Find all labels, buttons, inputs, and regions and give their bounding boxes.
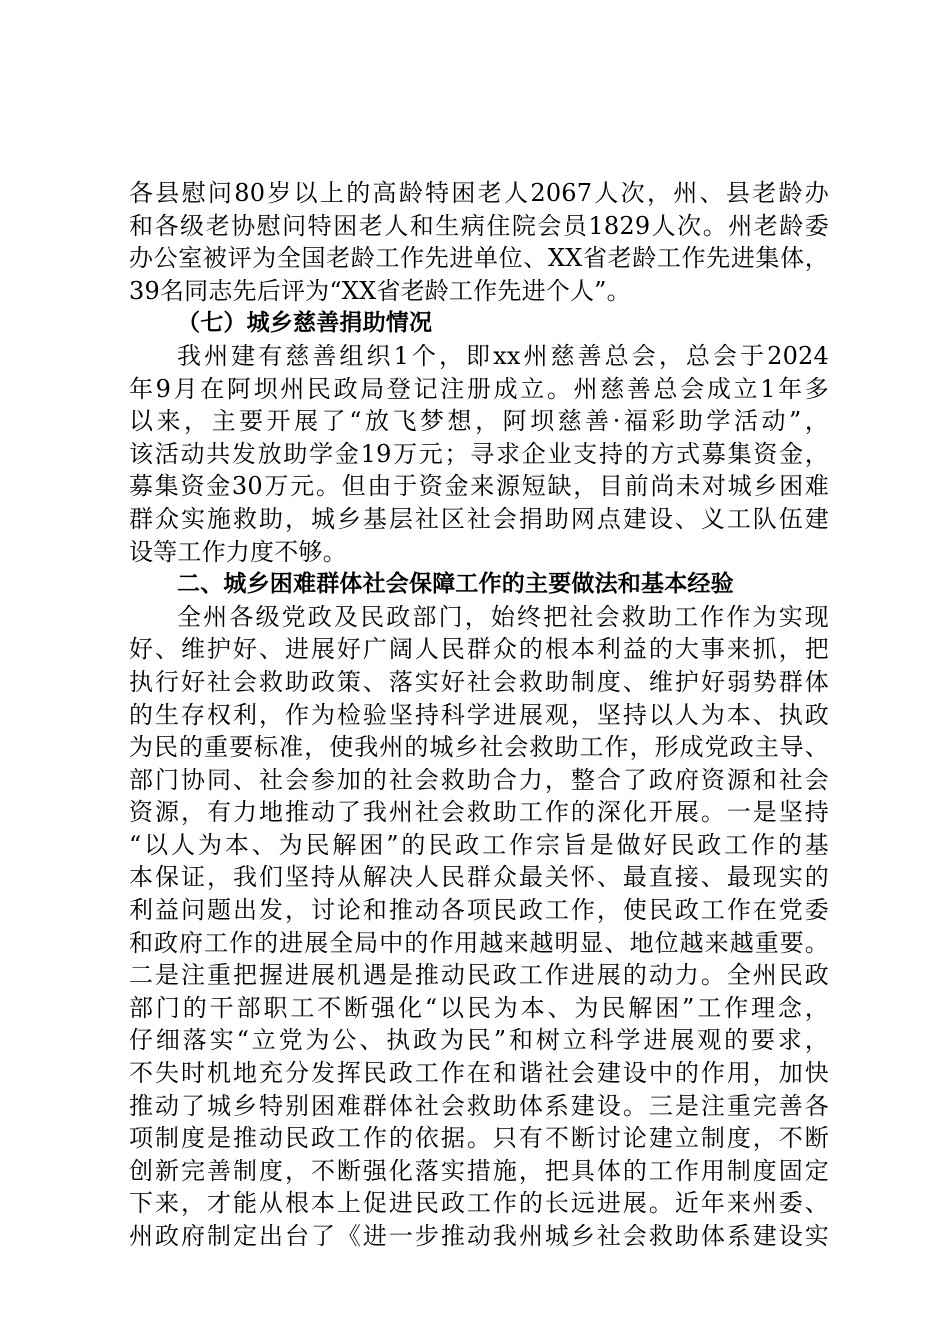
text-line: 不失时机地充分发挥民政工作在和谐社会建设中的作用，加快 [129, 1059, 829, 1088]
text-line: 群众实施救助，城乡基层社区社会捐助网点建设、义工队伍建 [129, 504, 829, 533]
text-line: 和各级老协慰问特困老人和生病住院会员1829人次。州老龄委 [129, 211, 829, 240]
text-line: 办公室被评为全国老龄工作先进单位、XX省老龄工作先进集体， [129, 244, 829, 273]
text-line: 项制度是推动民政工作的依据。只有不断讨论建立制度，不断 [129, 1124, 829, 1153]
text-line: 以来，主要开展了“放飞梦想，阿坝慈善·福彩助学活动”， [129, 407, 829, 436]
text-line: 执行好社会救助政策、落实好社会救助制度、维护好弱势群体 [129, 667, 829, 696]
text-line: 设等工作力度不够。 [129, 537, 347, 566]
text-line: 好、维护好、进展好广阔人民群众的根本利益的大事来抓，把 [129, 635, 829, 664]
document-page [129, 177, 829, 1253]
text-line: 州政府制定出台了《进一步推动我州城乡社会救助体系建设实 [129, 1222, 829, 1250]
text-line: 全州各级党政及民政部门，始终把社会救助工作作为实现 [177, 602, 829, 631]
text-line: 和政府工作的进展全局中的作用越来越明显、地位越来越重要。 [129, 928, 829, 957]
text-line: 创新完善制度，不断强化落实措施，把具体的工作用制度固定 [129, 1156, 829, 1185]
text-line: 仔细落实“立党为公、执政为民”和树立科学进展观的要求， [129, 1026, 829, 1055]
text-line: 二是注重把握进展机遇是推动民政工作进展的动力。全州民政 [129, 961, 829, 990]
text-line: 该活动共发放助学金19万元；寻求企业支持的方式募集资金， [129, 439, 829, 468]
text-line: 部门的干部职工不断强化“以民为本、为民解困”工作理念， [129, 993, 829, 1022]
paragraph-practices [129, 601, 829, 1253]
text-line: 下来，才能从根本上促进民政工作的长远进展。近年来州委、 [129, 1189, 829, 1218]
text-line: 我州建有慈善组织1个，即xx州慈善总会，总会于2024 [177, 341, 829, 370]
text-line: 募集资金30万元。但由于资金来源短缺，目前尚未对城乡困难 [129, 472, 829, 501]
text-line: 资源，有力地推动了我州社会救助工作的深化开展。一是坚持 [129, 798, 829, 827]
text-line: 部门协同、社会参加的社会救助合力，整合了政府资源和社会 [129, 765, 829, 794]
paragraph-charity [129, 340, 829, 568]
text-line: 利益问题出发，讨论和推动各项民政工作，使民政工作在党委 [129, 896, 829, 925]
section-heading-charity: （七）城乡慈善捐助情况 [177, 310, 433, 337]
text-line: 本保证，我们坚持从解决人民群众最关怀、最直接、最现实的 [129, 863, 829, 892]
text-line: 年9月在阿坝州民政局登记注册成立。州慈善总会成立1年多 [129, 374, 829, 403]
section-heading-practices: 二、城乡困难群体社会保障工作的主要做法和基本经验 [177, 571, 734, 598]
paragraph-elderly-care [129, 177, 829, 307]
text-line: 39名同志先后评为“XX省老龄工作先进个人”。 [129, 276, 631, 305]
text-line: 各县慰问80岁以上的高龄特困老人2067人次，州、县老龄办 [129, 179, 829, 207]
text-line: 推动了城乡特别困难群体社会救助体系建设。三是注重完善各 [129, 1091, 829, 1120]
text-line: “以人为本、为民解困”的民政工作宗旨是做好民政工作的基 [129, 830, 829, 859]
text-line: 为民的重要标准，使我州的城乡社会救助工作，形成党政主导、 [129, 733, 829, 762]
text-line: 的生存权利，作为检验坚持科学进展观，坚持以人为本、执政 [129, 700, 829, 729]
